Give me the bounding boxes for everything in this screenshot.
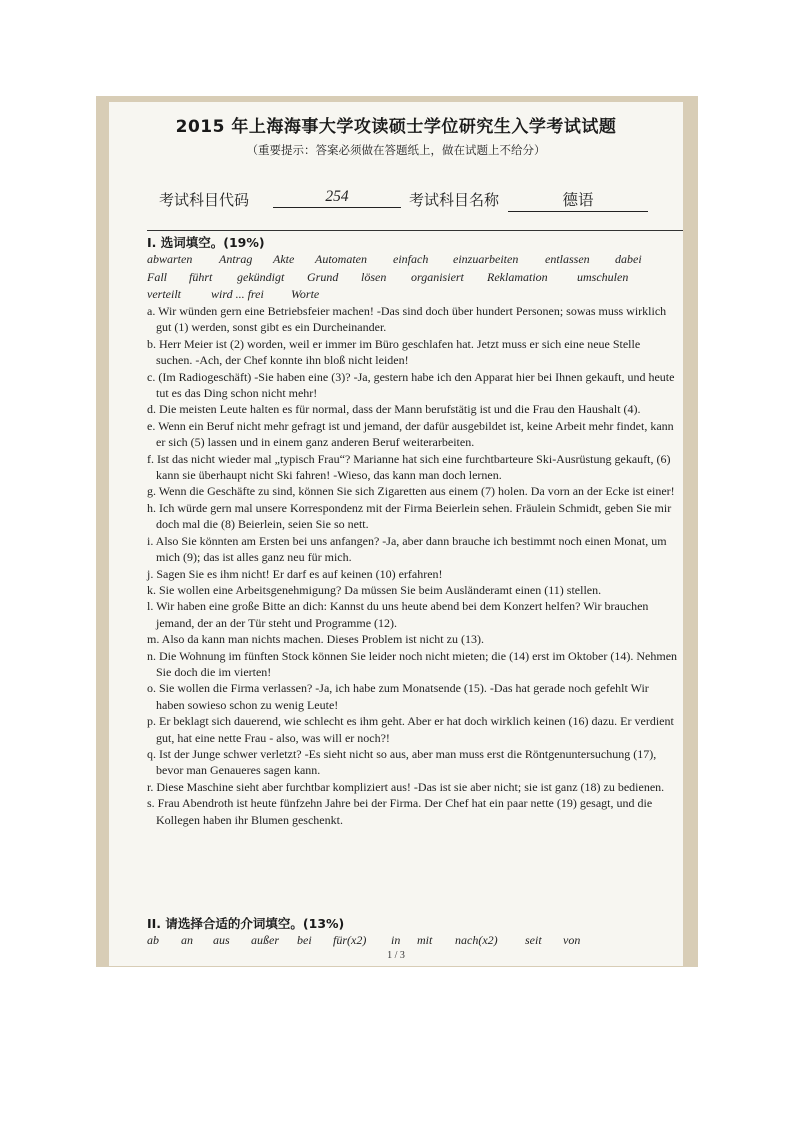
word-bank-word: Automaten <box>315 252 367 266</box>
word-bank-word: abwarten <box>147 252 193 266</box>
question-item: h. Ich würde gern mal unsere Korrespondenz mit der Firma Beierlein sehen. Fräulein Schmidt, geben Sie mir doch mal die (8) Beierlein, seien Sie so nett. <box>147 500 672 532</box>
word-bank-word: Worte <box>291 287 320 301</box>
word-bank-word: außer <box>251 933 279 947</box>
word-bank-word: Antrag <box>219 252 253 266</box>
question-item: l. Wir haben eine große Bitte an dich: Kannst du uns heute abend bei dem Konzert helfen? Wir brauchen jemand, der an der Tür steht und Programme (12). <box>147 599 649 630</box>
word-bank-word: organisiert <box>411 270 464 284</box>
section-2-heading: II. 请选择合适的介词填空。(13%) <box>147 916 345 931</box>
word-bank-word: dabei <box>615 252 642 266</box>
question-item: k. Sie wollen eine Arbeitsgenehmigung? Da müssen Sie beim Ausländeramt einen (11) stellen. <box>147 582 602 597</box>
question-item: m. Also da kann man nichts machen. Dieses Problem ist nicht zu (13). <box>147 632 484 647</box>
word-bank-word: entlassen <box>545 252 590 266</box>
word-bank-word: aus <box>213 933 230 947</box>
question-item: s. Frau Abendroth ist heute fünfzehn Jahre bei der Firma. Der Chef hat ein paar nette (19) gesagt, und die Kollegen haben ihr Blumen geschenkt. <box>147 796 653 827</box>
word-bank-word: einzuarbeiten <box>453 252 519 266</box>
word-bank-word: von <box>563 933 581 947</box>
word-bank-word: einfach <box>393 252 429 266</box>
subject-name-label: 考试科目名称 <box>409 191 500 209</box>
header-divider <box>147 230 683 231</box>
question-item: g. Wenn die Geschäfte zu sind, können Sie sich Zigaretten aus einem (7) holen. Da vorn an der Ecke ist einer! <box>147 484 675 499</box>
subject-name-value: 德语 <box>508 188 648 212</box>
question-list <box>147 303 679 828</box>
word-bank-word: umschulen <box>577 270 629 284</box>
question-item: d. Die meisten Leute halten es für normal, dass der Mann berufstätig ist und die Frau den Haushalt (4). <box>147 402 641 417</box>
word-bank-word: lösen <box>361 270 387 284</box>
word-bank-word: nach(x2) <box>455 933 498 947</box>
question-item: f. Ist das nicht wieder mal „typisch Frau“? Marianne hat sich eine furchtbarteure Ski-Ausrüstung gekauft, (6) kann sie überhaupt nicht Ski fahren! -Wieso, das kann man doch lernen. <box>147 451 671 483</box>
question-item: p. Er beklagt sich dauerend, wie schlecht es ihm geht. Aber er hat doch wirklich keinen (16) dazu. Er verdient gut, hat eine nette Frau - also, was will er noch?! <box>147 714 674 745</box>
word-bank-word: verteilt <box>147 287 181 301</box>
word-bank-word: Grund <box>307 270 339 284</box>
word-bank-word: gekündigt <box>237 270 285 284</box>
word-bank-word: ab <box>147 933 159 947</box>
section-1-heading: I. 选词填空。(19%) <box>147 235 265 250</box>
exam-page <box>109 102 683 966</box>
exam-title: 2015 年上海海事大学攻读硕士学位研究生入学考试试题 <box>175 117 617 137</box>
word-bank-word: bei <box>297 933 312 947</box>
subject-code-label: 考试科目代码 <box>159 191 250 209</box>
word-bank-word: führt <box>189 270 213 284</box>
word-bank-word: Akte <box>273 252 295 266</box>
page-number: 1 / 3 <box>387 950 405 961</box>
question-item: j. Sagen Sie es ihm nicht! Er darf es auf keinen (10) erfahren! <box>147 566 443 581</box>
word-bank-word: in <box>391 933 401 947</box>
word-bank-word: an <box>181 933 193 947</box>
question-item: q. Ist der Junge schwer verletzt? -Es sieht nicht so aus, aber man muss erst die Röntgenuntersuchung (17), bevor man Genaueres sagen kann. <box>147 746 657 778</box>
word-bank-word: seit <box>525 933 542 947</box>
word-bank-word: wird ... frei <box>211 287 264 301</box>
word-bank-word: Fall <box>147 270 167 284</box>
question-item: n. Die Wohnung im fünften Stock können Sie leider noch nicht mieten; die (14) erst im Oktober (14). Nehmen Sie doch die im vierten! <box>147 648 678 679</box>
question-item: e. Wenn ein Beruf nicht mehr gefragt ist und jemand, der dafür ausgebildet ist, keine Arbeit mehr findet, kann er sich (5) lassen und in einem ganz anderen Beruf weiterarbeiten. <box>147 418 674 450</box>
subject-code-value: 254 <box>273 188 401 208</box>
question-item: i. Also Sie könnten am Ersten bei uns anfangen? -Ja, aber dann brauche ich bestimmt noch einen Monat, um mich (9); das ist alles ganz neu für mich. <box>147 533 667 565</box>
question-item: b. Herr Meier ist (2) worden, weil er immer im Büro geschlafen hat. Jetzt muss er sich eine neue Stelle suchen. -Ach, der Chef konnte ihn bloß nicht leiden! <box>147 336 641 368</box>
question-item: c. (Im Radiogeschäft) -Sie haben eine (3)? -Ja, gestern habe ich den Apparat hier bei Ihnen gekauft, und heute tut es das Ding schon nicht mehr! <box>147 369 675 401</box>
word-bank-word: mit <box>417 933 433 947</box>
question-item: r. Diese Maschine sieht aber furchtbar kompliziert aus! -Das ist sie aber nicht; sie ist ganz (18) zu bedienen. <box>147 779 665 794</box>
important-notice: （重要提示：答案必须做在答题纸上，做在试题上不给分） <box>246 143 546 157</box>
question-item: a. Wir wünden gern eine Betriebsfeier machen! -Das sind doch über hundert Personen; sowas muss wirklich gut (1) werden, sonst gibt es ein Durcheinander. <box>147 304 667 335</box>
word-bank-word: Reklamation <box>487 270 548 284</box>
word-bank-word: für(x2) <box>333 933 367 947</box>
question-item: o. Sie wollen die Firma verlassen? -Ja, ich habe zum Monatsende (15). -Das hat gerade noch gefehlt Wir haben sowieso schon zu wenig Leute! <box>147 681 649 712</box>
scan-background <box>96 96 698 967</box>
